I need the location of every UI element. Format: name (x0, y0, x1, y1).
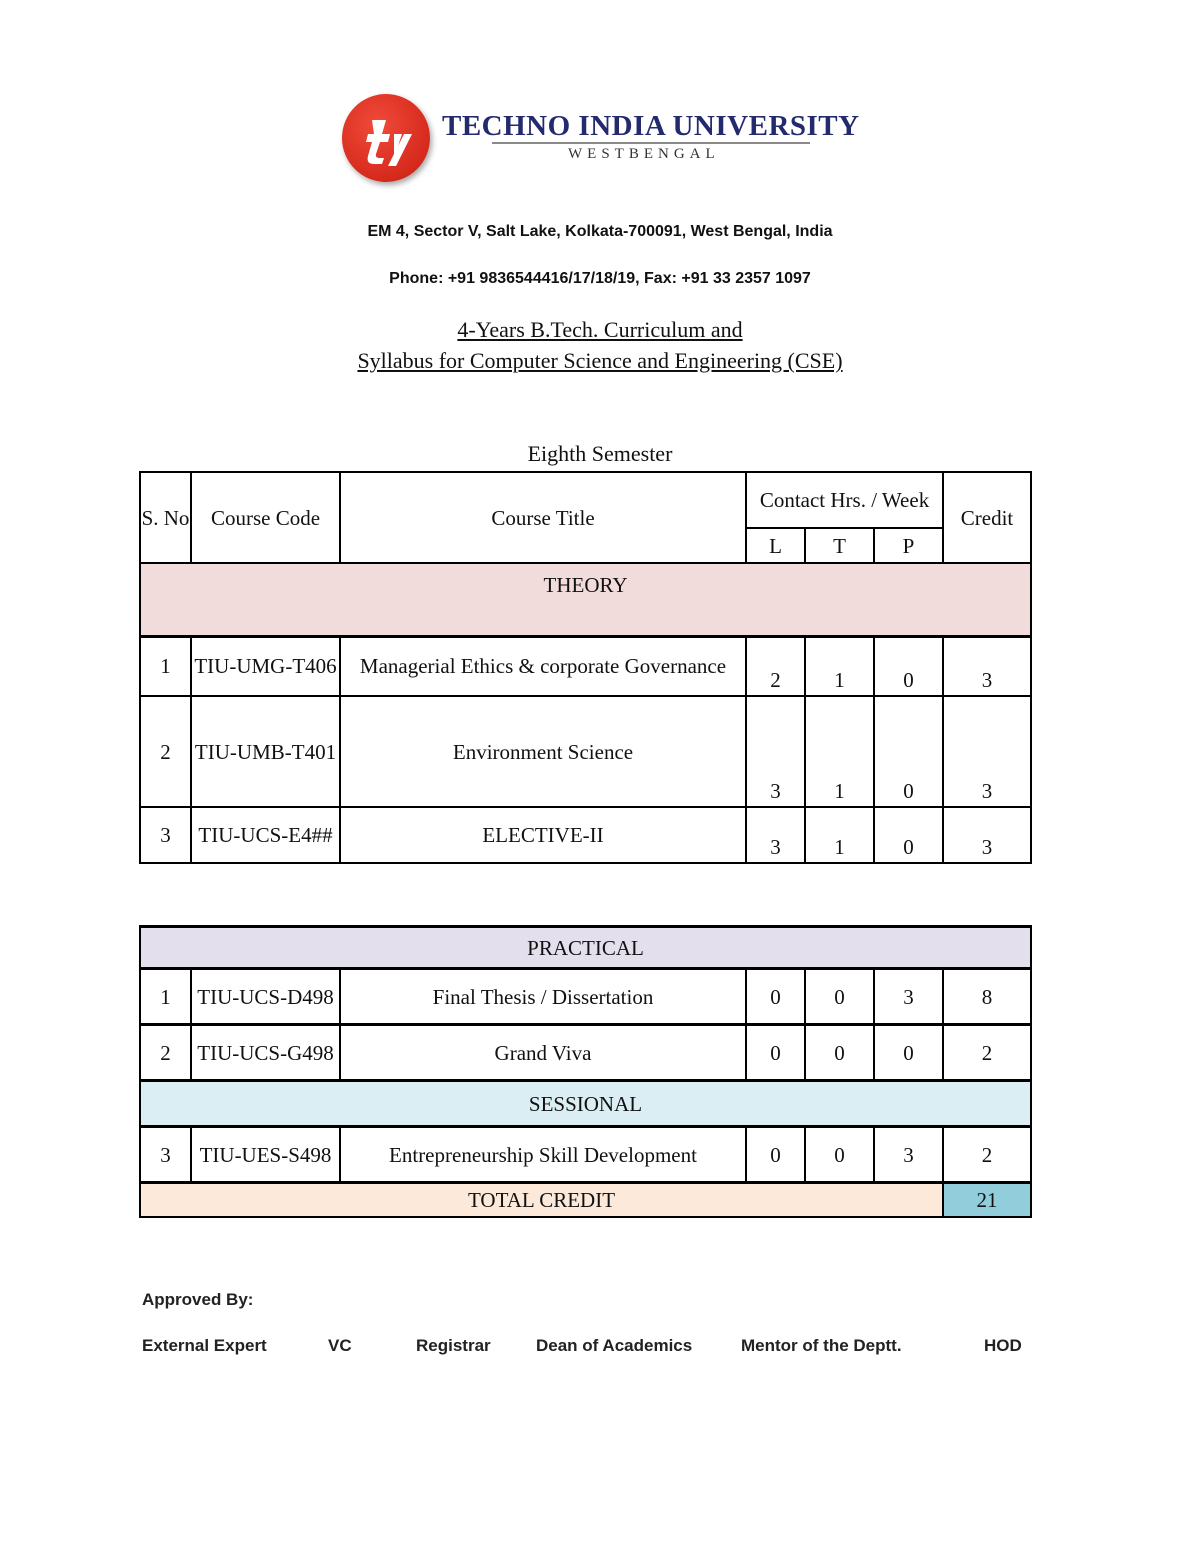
row-code: TIU-UCS-D498 (191, 969, 340, 1025)
row-p: 0 (874, 1025, 943, 1081)
row-title: Grand Viva (340, 1025, 746, 1081)
row-credit: 3 (943, 636, 1031, 696)
row-t: 1 (805, 807, 874, 863)
signatory-mentor: Mentor of the Deptt. (741, 1336, 902, 1355)
row-t: 0 (805, 1025, 874, 1081)
theory-table (139, 471, 1032, 864)
logo-divider (492, 142, 810, 144)
signatory-hod: HOD (984, 1336, 1022, 1355)
address: EM 4, Sector V, Salt Lake, Kolkata-700091, West Bengal, India (367, 223, 833, 240)
header-course-code: Course Code (191, 472, 340, 563)
row-l: 3 (746, 696, 805, 807)
row-code: TIU-UMG-T406 (191, 636, 340, 696)
row-title: Environment Science (340, 696, 746, 807)
row-code: TIU-UCS-G498 (191, 1025, 340, 1081)
row-credit: 8 (943, 969, 1031, 1025)
header-p: P (874, 528, 943, 563)
university-name: TECHNO INDIA UNIVERSITY (442, 110, 860, 142)
row-p: 0 (874, 696, 943, 807)
row-p: 3 (874, 969, 943, 1025)
table-row (140, 1127, 1031, 1183)
row-t: 0 (805, 1127, 874, 1183)
header-contact-hours: Contact Hrs. / Week (746, 472, 943, 528)
phone-fax: Phone: +91 9836544416/17/18/19, Fax: +91 33 2357 1097 (389, 270, 811, 287)
row-sno: 1 (140, 636, 191, 696)
row-l: 3 (746, 807, 805, 863)
row-l: 0 (746, 1127, 805, 1183)
row-credit: 3 (943, 696, 1031, 807)
signatory-registrar: Registrar (416, 1336, 491, 1355)
row-code: TIU-UCS-E4## (191, 807, 340, 863)
row-code: TIU-UMB-T401 (191, 696, 340, 807)
row-credit: 3 (943, 807, 1031, 863)
total-credit-label: TOTAL CREDIT (140, 1183, 943, 1217)
row-l: 0 (746, 969, 805, 1025)
row-p: 0 (874, 807, 943, 863)
university-logo-icon (342, 94, 430, 182)
row-sno: 2 (140, 1025, 191, 1081)
practical-section-band: PRACTICAL (140, 927, 1031, 969)
row-sno: 1 (140, 969, 191, 1025)
semester-title: Eighth Semester (527, 441, 673, 466)
row-title: Managerial Ethics & corporate Governance (340, 636, 746, 696)
table-row (140, 636, 1031, 696)
row-l: 2 (746, 636, 805, 696)
header-l: L (746, 528, 805, 563)
header-credit: Credit (943, 472, 1031, 563)
practical-sessional-table (139, 925, 1032, 1218)
sessional-section-band: SESSIONAL (140, 1081, 1031, 1127)
row-sno: 2 (140, 696, 191, 807)
signatory-external-expert: External Expert (142, 1336, 267, 1355)
row-credit: 2 (943, 1025, 1031, 1081)
total-credit-value: 21 (943, 1183, 1031, 1217)
table-row (140, 1025, 1031, 1081)
table-row (140, 969, 1031, 1025)
table-row (140, 696, 1031, 807)
row-p: 0 (874, 636, 943, 696)
signatory-dean-of-academics: Dean of Academics (536, 1336, 693, 1355)
row-sno: 3 (140, 807, 191, 863)
row-title: Entrepreneurship Skill Development (340, 1127, 746, 1183)
row-t: 1 (805, 696, 874, 807)
row-t: 0 (805, 969, 874, 1025)
row-p: 3 (874, 1127, 943, 1183)
theory-section-band: THEORY (140, 563, 1031, 636)
approved-by-label: Approved By: (142, 1290, 254, 1309)
row-l: 0 (746, 1025, 805, 1081)
row-code: TIU-UES-S498 (191, 1127, 340, 1183)
row-title: ELECTIVE-II (340, 807, 746, 863)
row-title: Final Thesis / Dissertation (340, 969, 746, 1025)
header-t: T (805, 528, 874, 563)
header-course-title: Course Title (340, 472, 746, 563)
document-title-line-1: 4-Years B.Tech. Curriculum and (457, 317, 743, 342)
document-title-line-2: Syllabus for Computer Science and Engineering (CSE) (357, 348, 843, 373)
university-subtitle: WESTBENGAL (568, 146, 720, 162)
signatory-vc: VC (328, 1336, 352, 1355)
header-sno: S. No (140, 472, 191, 563)
row-sno: 3 (140, 1127, 191, 1183)
row-t: 1 (805, 636, 874, 696)
row-credit: 2 (943, 1127, 1031, 1183)
table-row (140, 807, 1031, 863)
